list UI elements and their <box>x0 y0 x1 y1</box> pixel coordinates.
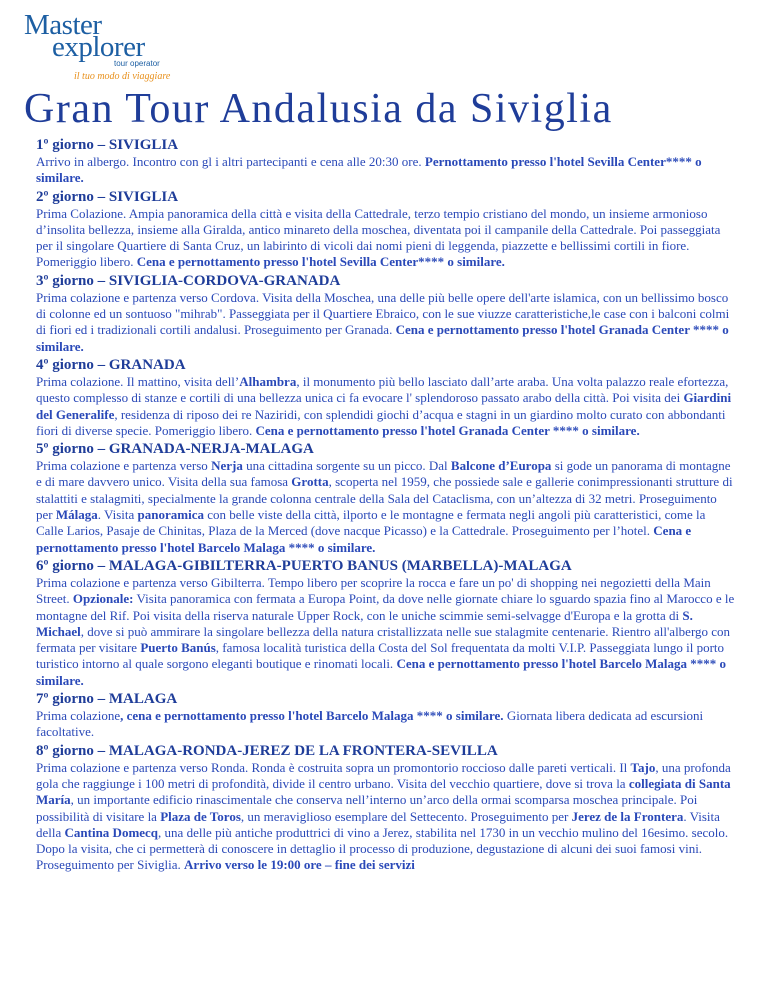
day-heading: 7º giorno – MALAGA <box>36 691 178 708</box>
body-text: , un importante edificio rinascimentale che conserva nell’interno un’arco della ormai scomparsa moschea principale. Poi possibilità di visitare la <box>36 792 698 824</box>
day-heading: 1º giorno – SIVIGLIA <box>36 137 179 153</box>
day-description <box>36 458 736 556</box>
highlight-text: collegiata di Santa María <box>36 775 731 808</box>
body-text: Arrivo in albergo. Incontro con gl i altri partecipanti e cena alle 20:30 ore. <box>36 154 425 169</box>
body-text: Prima Colazione. Ampia panoramica della città e visita della Cattedrale, terzo tempio cristiano del mondo, un insieme armonioso d’insolita bellezza, insieme alla Giralda, antico minareto della moschea, diventata poi il campanile della Cattedrale. Poi passeggiata per il singolare Quartiere di Santa Cruz, un labirinto di vicoli dai nomi pieni di leggenda, piazzette e bellissimi cortili in fiore. Pomeriggio libero. <box>36 205 721 270</box>
highlight-text: Cena e pernottamento presso l'hotel Granada Center **** o similare. <box>36 322 729 354</box>
day-description <box>36 154 736 187</box>
highlight-text: Opzionale: <box>72 591 134 607</box>
day-section <box>36 441 736 556</box>
body-text: , un meraviglioso esemplare del Settecento. Proseguimento per <box>240 808 572 824</box>
body-text: Giornata libera dedicata ad escursioni facoltative. <box>36 708 704 740</box>
body-text: , una profonda gola che raggiunge i 100 metri di profondità, divide il centro urbano. Visita del vecchio quartiere, dove si trova la <box>36 759 731 791</box>
day-description <box>36 575 736 689</box>
body-text: Prima colazione <box>36 708 121 724</box>
day-heading: 6º giorno – MALAGA-GIBILTERRA-PUERTO BANUS (MARBELLA)-MALAGA <box>36 557 572 574</box>
highlight-text: Balcone d’Europa <box>450 458 552 474</box>
highlight-text: Cantina Domecq <box>64 824 159 840</box>
day-heading: 4º giorno – GRANADA <box>36 356 186 373</box>
day-heading: 8º giorno – MALAGA-RONDA-JEREZ DE LA FRONTERA-SEVILLA <box>36 742 498 759</box>
page-title: Gran Tour Andalusia da Siviglia <box>24 86 613 132</box>
logo-line-explorer: explorer <box>52 31 145 63</box>
highlight-text: Jerez de la Frontera <box>571 808 684 824</box>
body-text: Prima colazione e partenza verso Gibilterra. Tempo libero per scoprire la rocca e fare un po' di shopping nei negozietti della Main Street. <box>36 574 711 607</box>
highlight-text: Cena e pernottamento presso l'hotel Barcelo Malaga **** o similare. <box>36 656 726 688</box>
day-heading: 3º giorno – SIVIGLIA-CORDOVA-GRANADA <box>36 272 341 289</box>
itinerary <box>36 137 736 876</box>
day-section <box>36 273 736 355</box>
highlight-text: Cena e pernottamento presso l'hotel Granada Center **** o similare. <box>255 422 640 438</box>
highlight-text: Cena e pernottamento presso l'hotel Barcelo Malaga **** o similare. <box>36 523 692 555</box>
highlight-text: Cena e pernottamento presso l'hotel Sevilla Center**** o similare. <box>136 254 505 270</box>
day-description <box>36 374 736 439</box>
day-description <box>36 708 736 741</box>
body-text: , una delle più antiche produttrici di vino a Jerez, stabilita nel 1730 in un vecchio mulino del 16esimo. secolo. Dopo la visita, che ci permetterà di conoscere in dettaglio il processo di produzione, degustazione di alcuni dei suoi famosi vini. Proseguimento per Siviglia. <box>36 824 729 873</box>
highlight-text: Arrivo verso le 19:00 ore – fine dei servizi <box>184 857 415 873</box>
day-section <box>36 691 736 741</box>
body-text: si gode un panorama di montagne e di mare davvero unico. Visita della sua famosa <box>36 458 731 490</box>
highlight-text: Giardini del Generalife <box>36 390 732 422</box>
highlight-text: Nerja <box>211 458 243 474</box>
master-explorer-logo <box>24 10 194 82</box>
day-description <box>36 760 736 874</box>
body-text: una cittadina sorgente su un picco. Dal <box>242 458 451 474</box>
body-text: Prima colazione e partenza verso Ronda. Ronda è costruita sopra un promontorio roccioso dalle pareti verticali. Il <box>36 759 631 775</box>
highlight-text: S. Michael <box>36 607 693 639</box>
body-text: , residenza di riposo dei re Naziridi, con splendidi giochi d’acqua e stagni in un giardino molto curato con abbondanti fiori di diverse specie. Pomeriggio libero. <box>36 406 726 438</box>
logo-slogan: il tuo modo di viaggiare <box>74 71 171 82</box>
logo-line-master: Master <box>24 9 102 41</box>
highlight-text: Málaga <box>55 507 98 523</box>
body-text: con belle viste della città, ilporto e le montagne e fermata negli angoli più caratteristici, come la Calle Larios, Pasaje de Chinitas, Plaza de la Merced (dove nacque Picasso) e la Cattedrale. Proseguimento per l’hotel. <box>36 507 706 539</box>
body-text: Prima colazione. Il mattino, visita dell’ <box>36 373 240 389</box>
highlight-text: Alhambra <box>239 373 297 389</box>
body-text: Visita panoramica con fermata a Europa Point, da dove nelle giornate chiare lo sguardo spazia fino al Marocco e le montagne del Rif. Poi visita della riserva naturale Upper Rock, con le uniche scimmie semi-selvagge d'Europa e la grotta di <box>36 591 735 623</box>
highlight-text: Plaza de Toros <box>160 808 241 824</box>
day-description <box>36 290 736 355</box>
body-text: . Visita della <box>36 808 720 840</box>
day-section <box>36 558 736 689</box>
body-text: Prima colazione e partenza verso Cordova. Visita della Moschea, una delle più belle opere dell'arte islamica, con un bellissimo bosco di colonne ed un sontuoso "mihrab". Passeggiata per il Quartiere Ebraico, con le sue viuzze caratteristiche,le case con i balconi colmi di fiori ed i tradizionali cortili andalusi. Proseguimento per Granada. <box>36 289 730 338</box>
body-text: , dove si può ammirare la singolare bellezza della natura cristallizzata nelle sue stalagmite centenarie. Rientro all'albergo con fermata per visitare <box>36 623 731 656</box>
body-text: . Visita <box>97 507 138 523</box>
day-section <box>36 137 736 187</box>
logo-tagline: tour operator <box>114 59 160 68</box>
day-section <box>36 189 736 271</box>
highlight-text: Grotta <box>291 474 329 490</box>
day-section <box>36 743 736 874</box>
day-description <box>36 206 736 271</box>
highlight-text: , cena e pernottamento presso l'hotel Barcelo Malaga **** o similare. <box>120 708 504 724</box>
day-section <box>36 357 736 439</box>
highlight-text: Tajo <box>630 759 656 775</box>
body-text: Prima colazione e partenza verso <box>36 458 212 474</box>
day-heading: 2º giorno – SIVIGLIA <box>36 188 179 205</box>
day-heading: 5º giorno – GRANADA-NERJA-MALAGA <box>36 441 314 458</box>
highlight-text: Puerto Banús <box>140 640 216 656</box>
highlight-text: panoramica <box>137 507 204 523</box>
body-text: , scoperta nel 1959, che possiede sale e gallerie conimpressionanti strutture di stalattiti e stalagmiti, specialmente la grande colonna centrale della Sala del Cataclisma, con un’altezza di 32 metri. Proseguimento per <box>36 474 733 523</box>
body-text: , il monumento più bello lasciato dall’arte araba. Una volta palazzo reale efortezza, questo complesso di stanze e cortili di una bellezza unica ci fa evocare l' splendoroso passato arabo della città. Poi visita dei <box>36 373 729 406</box>
body-text: , famosa località turistica della Costa del Sol frequentata da molti V.I.P. Passeggiata lungo il porto turistico intorno al quale sorgono eleganti boutique e rinomati locali. <box>36 640 725 672</box>
highlight-text: Pernottamento presso l'hotel Sevilla Center**** o similare. <box>36 154 702 186</box>
